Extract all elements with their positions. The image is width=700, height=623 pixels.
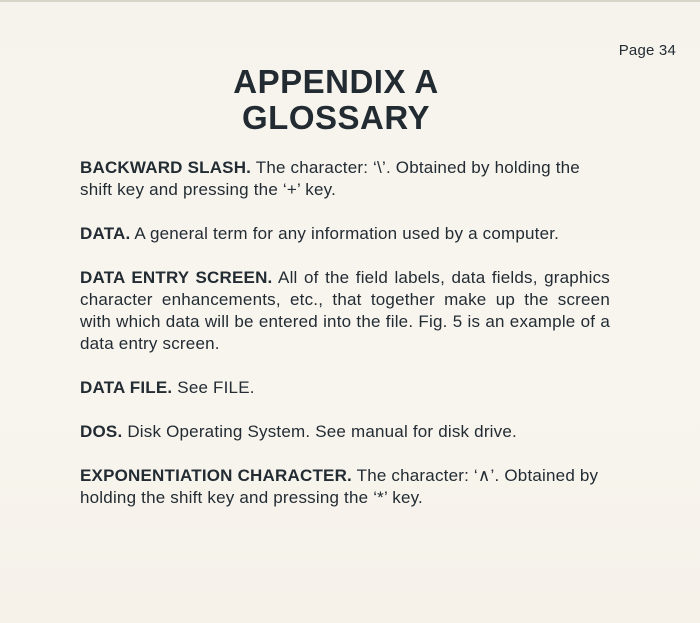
glossary-entry-data-file [80,377,610,399]
glossary-definition: See FILE. [177,378,255,397]
page-title-appendix: APPENDIX A [233,63,439,100]
glossary-entry-backward-slash [80,157,610,201]
glossary-term: DOS. [80,422,123,441]
glossary-definition: A general term for any information used by a computer. [134,224,560,243]
glossary-definition: The character: ‘\’. Obtained by holding the shift key and pressing the ‘+’ key. [80,158,580,199]
glossary-definition: Disk Operating System. See manual for disk drive. [127,422,517,441]
glossary-entry-exponentiation-character [80,465,610,509]
glossary-term: DATA FILE. [80,378,173,397]
glossary-term: DATA ENTRY SCREEN. [80,268,273,287]
glossary-entry-data-entry-screen [80,267,610,355]
glossary-term: BACKWARD SLASH. [80,158,252,177]
page-number: Page 34 [618,42,676,59]
glossary-list [80,157,610,531]
page-top-edge [0,0,700,2]
glossary-definition: The character: ‘∧’. Obtained by holding the shift key and pressing the ‘*’ key. [80,466,599,507]
glossary-term: DATA. [80,224,131,243]
glossary-entry-data [80,223,610,245]
glossary-entry-dos [80,421,610,443]
glossary-definition: All of the field labels, data fields, graphics character enhancements, etc., that together make up the screen with which data will be entered into the file. Fig. 5 is an example of a data entry screen. [80,268,610,353]
glossary-term: EXPONENTIATION CHARACTER. [80,466,352,485]
page-title-glossary: GLOSSARY [242,99,430,136]
